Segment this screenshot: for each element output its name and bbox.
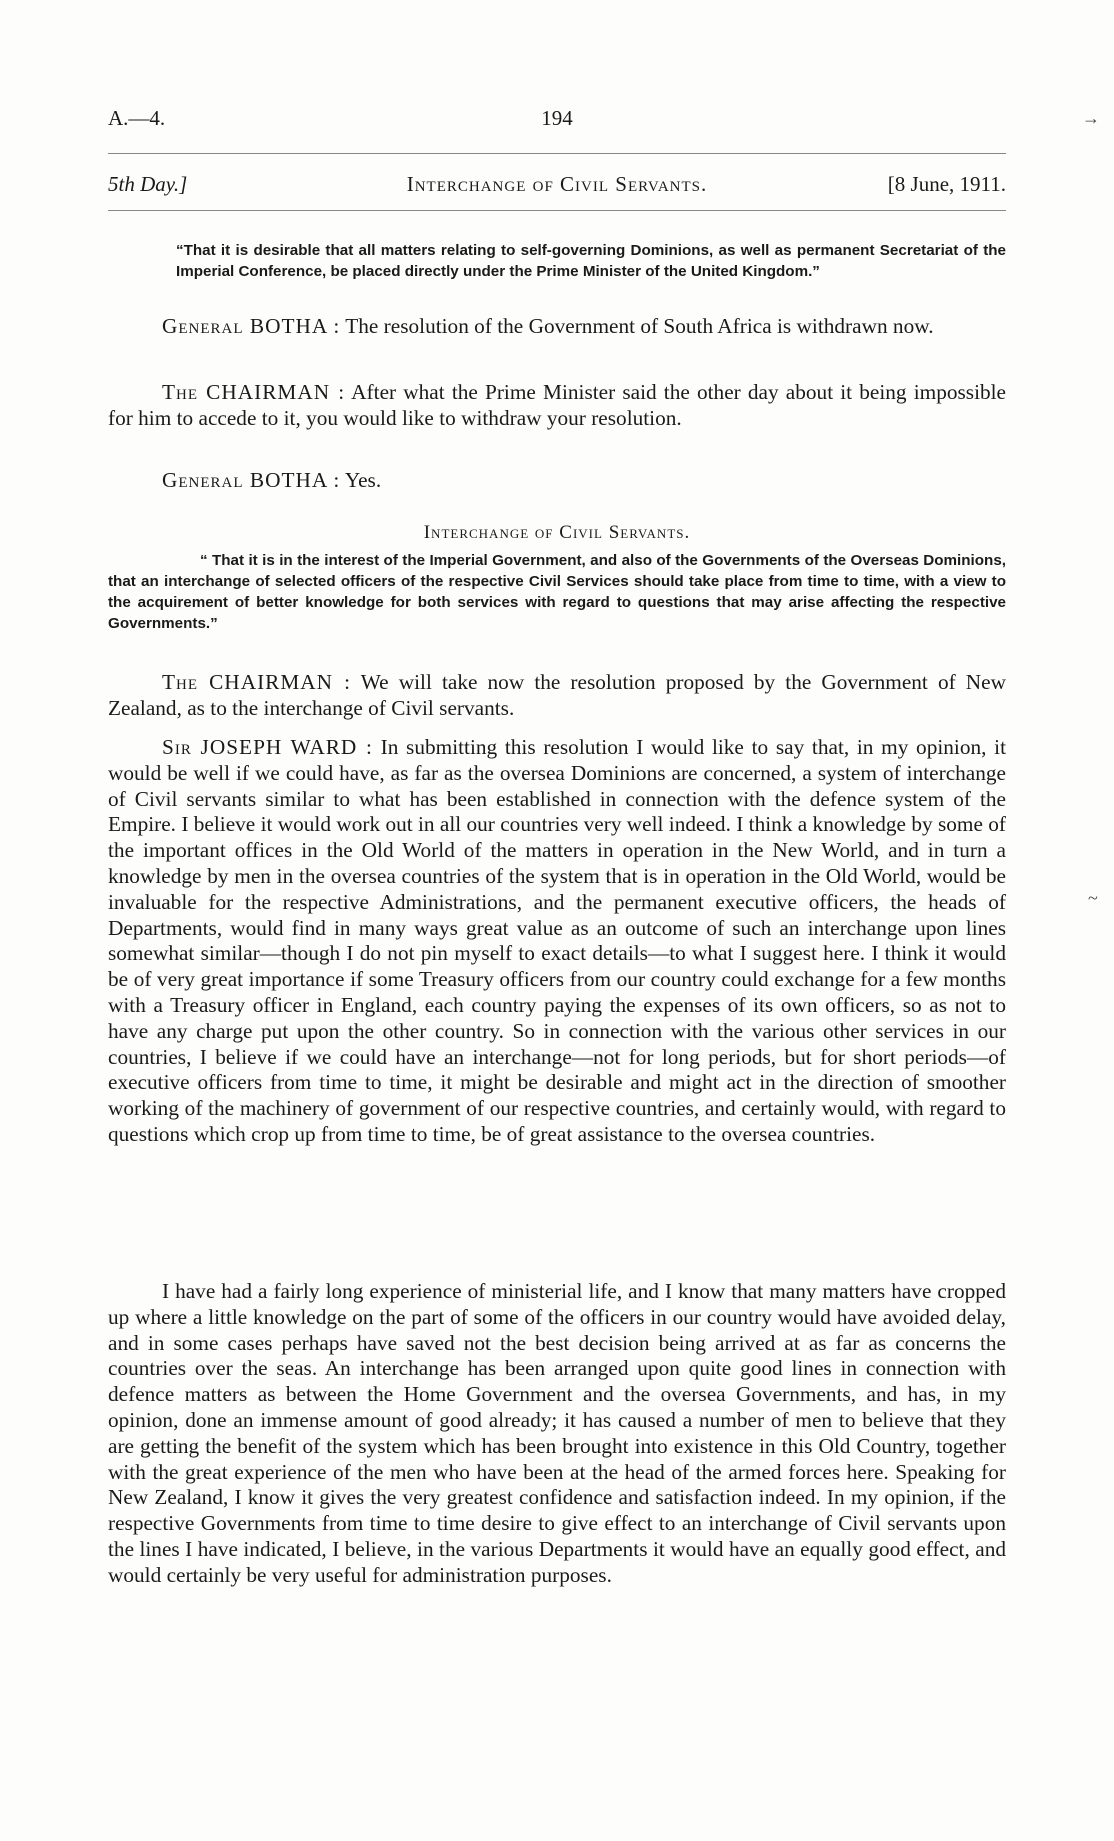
- paragraph-ward-submission: [108, 735, 1006, 1148]
- paper-reference: A.—4.: [108, 106, 166, 130]
- resolution-quote-secretariat: “That it is desirable that all matters relating to self-governing Dominions, as well as permanent Secretariat of the Imperial Conference, be placed directly under the Prime Minister of the United Kingdom.”: [176, 242, 1006, 280]
- date-label: [8 June, 1911.: [887, 172, 1006, 196]
- speech-text: Yes.: [340, 468, 382, 492]
- speaker-name: The CHAIRMAN :: [162, 380, 346, 404]
- speech-text: The resolution of the Government of South Africa is withdrawn now.: [340, 314, 934, 338]
- paragraph-chairman-resolution: [108, 670, 1006, 722]
- speech-text: In submitting this resolution I would like to say that, in my opinion, it would be well if we could have, as far as the oversea Dominions are concerned, a system of interchange of Civil servants similar to what has been established in connection with the defence system of the Empire. I believe it would work out in all our countries very well indeed. I think a knowledge by some of the important offices in the Old World of the matters in operation in the New World, and in turn a knowledge by men in the oversea countries of the system that is in operation in the Old World, would be invaluable for the respective Administrations, and the permanent executive officers, the heads of Departments, would find in many ways great value as an outcome of such an interchange upon lines somewhat similar—though I do not pin myself to exact details—to what I suggest here. I think it would be of very great importance if some Treasury officers from our country could exchange for a few months with a Treasury officer in England, each country paying the expenses of its own officers, so as not to have any charge put upon the other country. So in connection with the various other services in our countries, I believe if we could have an interchange—not for long periods, but for short periods—of executive officers from time to time, it might be desirable and might act in the direction of smoother working of the machinery of government of our respective countries, and certainly would, with regard to questions which crop up from time to time, be of great assistance to the oversea countries.: [108, 735, 1006, 1146]
- speaker-name: General BOTHA :: [162, 314, 341, 338]
- header-rule-top: [108, 153, 1006, 154]
- section-title: Interchange of Civil Servants.: [423, 522, 691, 543]
- speaker-name: General BOTHA :: [162, 468, 341, 492]
- paragraph-botha-withdraw: [108, 314, 1006, 340]
- header-rule-bottom: [108, 210, 1006, 211]
- speaker-name: The CHAIRMAN :: [162, 670, 352, 694]
- page-number: 194: [541, 106, 573, 130]
- paragraph-chairman-withdraw: [108, 380, 1006, 432]
- speaker-name: Sir JOSEPH WARD :: [162, 735, 373, 759]
- speech-text: After what the Prime Minister said the other day about it being impossible for him to accede to it, you would like to withdraw your resolution.: [108, 380, 1007, 430]
- paragraph-ward-experience: I have had a fairly long experience of ministerial life, and I know that many matters have cropped up where a little knowledge on the part of some of the officers in our country would have avoided delay, and in some cases perhaps have saved not the best decision being arrived at as far as concerns the countries over the seas. An interchange has been arranged upon quite good lines in connection with defence matters as between the Home Government and the oversea Governments, and has, in my opinion, done an immense amount of good already; it has caused a number of men to believe that they are getting the benefit of the system which has been brought into existence in this Old Country, together with the great experience of the men who have been at the head of the armed forces here. Speaking for New Zealand, I know it gives the very greatest confidence and satisfaction indeed. In my opinion, if the respective Governments from time to time desire to give effect to an interchange of Civil servants upon the lines I have indicated, I believe, in the various Departments it would have an equally good effect, and would certainly be very useful for administration purposes.: [108, 1279, 1006, 1587]
- margin-arrow-mark: →: [1082, 108, 1100, 128]
- day-label: 5th Day.]: [108, 172, 188, 196]
- margin-tilde-mark: ~: [1088, 888, 1098, 908]
- running-title: Interchange of Civil Servants.: [406, 172, 708, 196]
- speech-text: We will take now the resolution proposed by the Government of New Zealand, as to the interchange of Civil servants.: [108, 670, 1006, 720]
- paragraph-botha-yes: [108, 468, 1006, 494]
- resolution-quote-interchange: “ That it is in the interest of the Imperial Government, and also of the Governments of the Overseas Dominions, that an interchange of selected officers of the respective Civil Services should take place from time to time, with a view to the acquirement of better knowledge for both services with regard to questions that may arise affecting the respective Governments.”: [108, 552, 1006, 632]
